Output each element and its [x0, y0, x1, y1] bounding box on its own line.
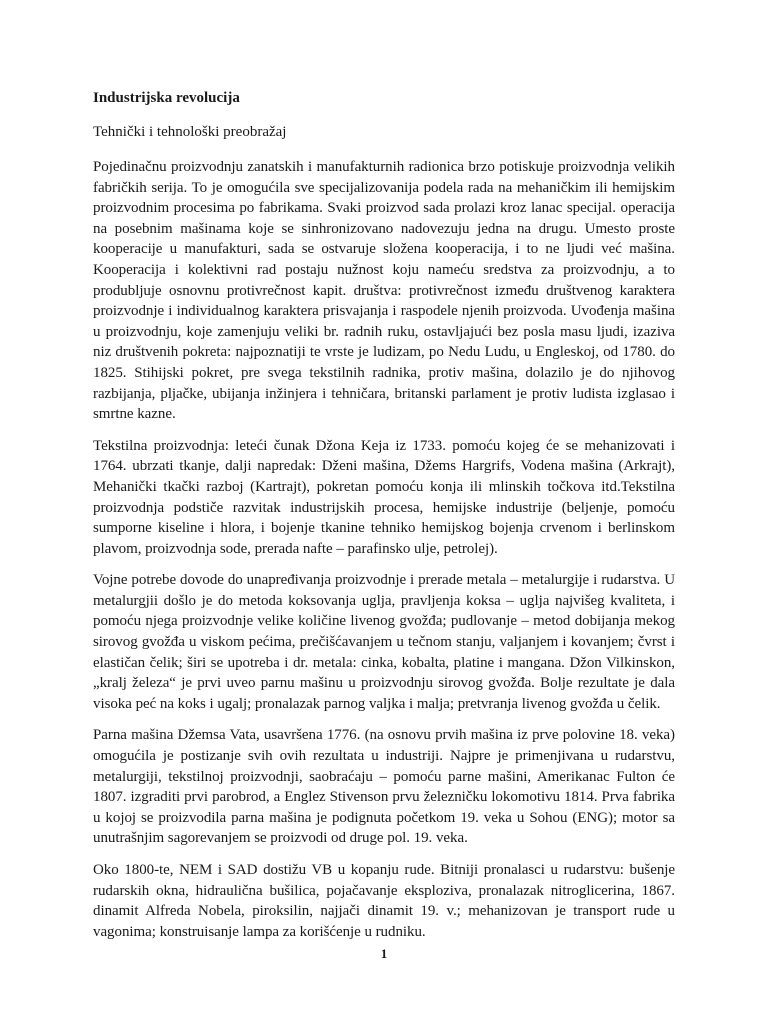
document-title: Industrijska revolucija — [93, 90, 240, 106]
paragraph-intro: Pojedinačnu proizvodnju zanatskih i manufakturnih radionica brzo potiskuje proizvodnja velikih fabričkih serija. To je omogućila sve specijalizovanija podela rada na mehaničkim ili hemijskim proizvodnim procesima po fabrikama. Svaki proizvod sada prolazi kroz lanac specijal. operacija na posebnim mašinama koje se sinhronizovano nadovezuju jedna na drugu. Umesto proste kooperacije u manufakturi, sada se ostvaruje složena kooperacija, i to ne ljudi već mašina. Kooperacija i kolektivni rad postaju nužnost koju nameću sredstva za proizvodnju, a to produbljuje osnovnu protivrečnost kapit. društva: protivrečnost između društvenog karaktera proizvodnje i individualnog karaktera prisvajanja i raspodele njenih proizvoda. Uvođenja mašina u proizvodnju, koje zamenjuju veliki br. radnih ruku, ostavljajući bez posla masu ljudi, izaziva niz društvenih pokreta: najpoznatiji te vrste je ludizam, po Nedu Ludu, u Engleskoj, od 1780. do 1825. Stihijski pokret, pre svega tekstilnih radnika, protiv mašina, dolazilo je do njihovog razbijanja, pljačke, ubijanja inžinjera i tehničara, britanski parlament je protiv ludista izglasao i smrtne kazne. — [93, 159, 675, 423]
page-content — [93, 88, 675, 953]
paragraph-textile: Tekstilna proizvodnja: leteći čunak Džona Keja iz 1733. pomoću kojeg će se mehanizovati i 1764. ubrzati tkanje, dalji napredak: Dženi mašina, Džems Hargrifs, Vodena mašina (Arkrajt), Mehanički tkački razboj (Kartrajt), pokretan pomoću konja ili mlinskih točkova itd.Tekstilna proizvodnja podstiče razvitak industrijskih procesa, hemijske industrije (beljenje, pomoću sumporne kiseline i hlora, i bojenje tkanine tehniko hemijskog bojenja crvenom i berlinskom plavom, proizvodnja sode, prerada nafte – parafinsko ulje, petrolej). — [93, 437, 675, 557]
page-number: 1 — [380, 946, 388, 961]
paragraph-metallurgy: Vojne potrebe dovode do unapređivanja proizvodnje i prerade metala – metalurgije i rudarstva. U metalurgjii došlo je do metoda koksovanja uglja, pravljenja koksa – uglja najvišeg kvaliteta, i pomoću njega proizvodnje velike količine livenog gvožđa; pudlovanje – metod dobijanja mekog sirovog gvožđa u viskom pećima, prečišćavanjem u tečnom stanju, valjanjem i kovanjem; čvrst i elastičan čelik; širi se upotreba i dr. metala: cinka, kobalta, platine i mangana. Džon Vilkinskon, „kralj železa“ je prvi uveo parnu mašinu u proizvodnju sirovog gvožđa. Bolje rezultate je dala visoka peć na koks i ugalj; pronalazak parnog valjka i malja; pretvranja livenog gvožđa u čelik. — [93, 572, 675, 712]
document-subtitle: Tehnički i tehnološki preobražaj — [93, 124, 287, 140]
paragraph-mining: Oko 1800-te, NEM i SAD dostižu VB u kopanju rude. Bitniji pronalasci u rudarstvu: bušenje rudarskih okna, hidraulična bušilica, pojačavanje eksploziva, pronalazak nitroglicerina, 1867. dinamit Alfreda Nobela, piroksilin, najjači dinamit 19. v.; mehanizovan je transport rude u vagonima; konstruisanje lampa za korišćenje u rudniku. — [93, 862, 675, 940]
paragraph-steam-engine: Parna mašina Džemsa Vata, usavršena 1776. (na osnovu prvih mašina iz prve polovine 18. veka) omogućila je postizanje svih ovih rezultata u industriji. Najpre je primenjivana u rudarstvu, metalurgiji, tekstilnoj proizvodnji, saobraćaju – pomoću parne mašini, Amerikanac Fulton će 1807. izgraditi prvi parobrod, a Englez Stivenson prvu železničku lokomotivu 1814. Prva fabrika u kojoj se proizvodila parna mašina je podignuta početkom 19. veka u Sohou (ENG); motor sa unutrašnjim sagorevanjem se proizvodi od druge pol. 19. veka. — [93, 727, 675, 847]
